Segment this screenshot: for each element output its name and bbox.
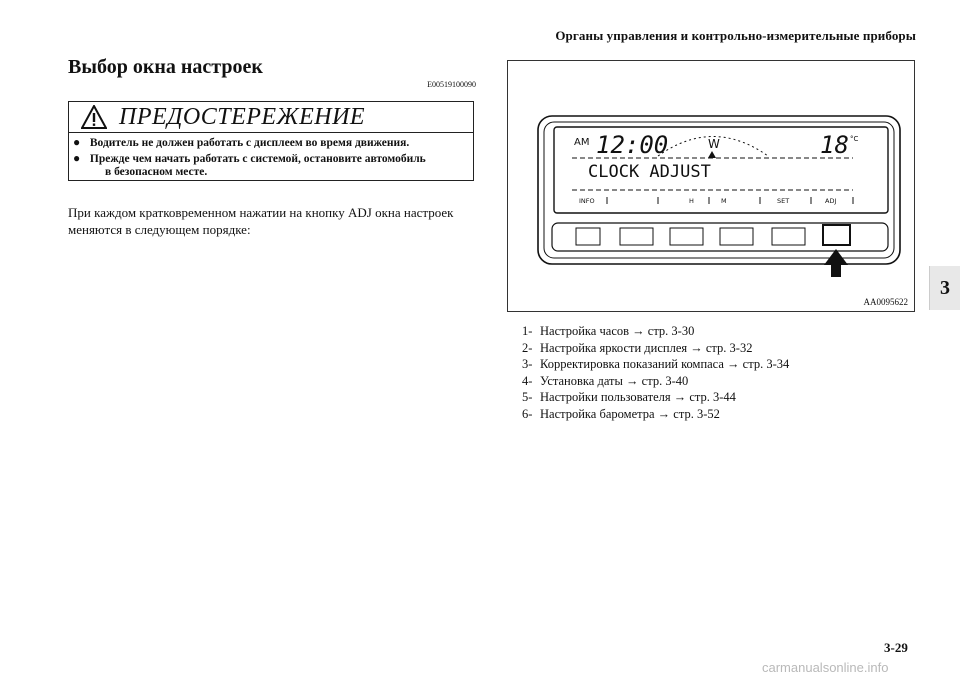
display-figure [507,60,915,312]
panel-button [670,228,703,245]
panel-button [576,228,600,245]
page-header: Органы управления и контрольно-измерительные приборы [555,28,916,43]
adj-button [823,225,850,245]
display-panel-illustration [508,61,914,311]
section-code: E00519100090 [427,80,476,89]
chapter-tab: 3 [929,266,960,310]
section-title: Выбор окна настроек [68,56,263,78]
list-item: 6- Настройка барометра → стр. 3-52 [522,406,720,421]
display-temp-unit: °C [850,135,859,143]
label-info: INFO [579,197,595,205]
list-item: 2- Настройка яркости дисплея → стр. 3-32 [522,340,753,355]
label-m: M [721,197,727,205]
display-compass: W [708,137,720,151]
label-set: SET [777,197,790,205]
display-time: 12:00 [596,131,669,159]
body-line: При каждом кратковременном нажатии на кнопку ADJ окна настроек [68,205,454,220]
display-message: CLOCK ADJUST [588,162,711,182]
bullet-icon: ● [73,151,81,165]
warning-item [73,151,426,166]
warning-box [68,101,474,181]
display-am: AM [574,137,590,148]
watermark: carmanualsonline.info [762,660,889,675]
list-item: 5- Настройки пользователя → стр. 3-44 [522,390,736,405]
warning-header [69,102,473,133]
label-h: H [689,197,694,205]
list-item: 4- Установка даты → стр. 3-40 [522,373,689,388]
warning-item-text: Прежде чем начать работать с системой, остановите автомобиль [89,153,426,165]
warning-item-text: Водитель не должен работать с дисплеем во время движения. [89,137,410,149]
body-paragraph [68,204,478,238]
page-number: 3-29 [884,640,908,655]
display-temp: 18 [820,131,849,159]
bullet-icon: ● [73,135,81,149]
warning-item-continuation: в безопасном месте. [105,166,208,178]
panel-button [720,228,753,245]
warning-triangle-icon [81,105,107,129]
figure-code: AA0095622 [863,297,908,307]
steps-list [522,323,789,423]
warning-item [73,135,409,150]
label-adj: ADJ [825,197,837,205]
list-item: 3- Корректировка показаний компаса → стр. 3-34 [522,357,790,372]
body-line: меняются в следующем порядке: [68,222,251,237]
panel-button [772,228,805,245]
panel-button [620,228,653,245]
list-item: 1- Настройка часов → стр. 3-30 [522,324,695,338]
warning-title: ПРЕДОСТЕРЕЖЕНИЕ [119,104,366,130]
